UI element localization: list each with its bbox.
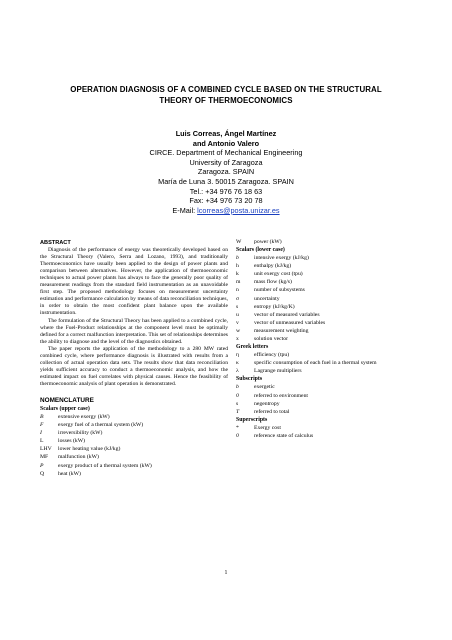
nomenclature-entry xyxy=(236,432,416,440)
nomenclature-entry xyxy=(236,303,416,311)
abstract-section xyxy=(40,240,228,388)
nomenclature-symbol: m xyxy=(236,279,241,286)
abstract-paragraph: Diagnosis of the performance of energy was theoretically developed based on the Structural Theory (Valero, Serra and Lozano, 1993), and traditionally Thermoeconomics have usually been applied to the design of power plants and comparison between alternatives. However, the application of thermoeconomic techniques to actual power plants has always to face the generally poor quality of measurement readings from the standard field instrumentation as an unavoidable first step. The proposed methodology focuses on measurement uncertainty estimation and performance calculation by means of data reconciliation techniques, in order to obtain the most confident plant balance upon the available instrumentation. xyxy=(40,247,228,317)
nomenclature-entry xyxy=(236,327,416,335)
nomenclature-entry xyxy=(236,238,416,246)
right-column xyxy=(236,238,416,440)
nomenclature-definition: exergetic xyxy=(254,384,275,391)
nomenclature-symbol: u xyxy=(236,311,239,318)
nomenclature-definition: intensive exergy (kJ/kg) xyxy=(254,255,309,262)
nomenclature-definition: malfunction (kW) xyxy=(58,454,99,461)
nomenclature-symbol: b xyxy=(236,255,239,262)
nomenclature-entry xyxy=(236,392,416,400)
nomenclature-definition: referred to environment xyxy=(254,392,309,399)
nomenclature-definition: vector of measured variables xyxy=(254,311,320,318)
nomenclature-symbol: σ xyxy=(236,295,240,302)
lower-case-list xyxy=(236,254,416,343)
nomenclature-entry xyxy=(40,429,228,437)
page-number: 1 xyxy=(224,570,228,576)
nomenclature-definition: irreversibility (kW) xyxy=(58,430,103,437)
nomenclature-entry xyxy=(236,367,416,375)
greek-list xyxy=(236,351,416,375)
nomenclature-symbol: κ xyxy=(236,360,239,367)
nomenclature-definition: negentropy xyxy=(254,400,280,407)
nomenclature-symbol: 0 xyxy=(236,432,239,439)
nomenclature-entry xyxy=(40,462,228,470)
nomenclature-entry xyxy=(40,437,228,445)
nomenclature-symbol: s xyxy=(236,303,239,310)
nomenclature-definition: unit exergy cost (tpu) xyxy=(254,271,303,278)
nomenclature-definition: specific consumption of each fuel in a thermal system xyxy=(254,360,377,367)
nomenclature-symbol: s xyxy=(236,400,239,407)
superscripts-heading: Superscripts xyxy=(236,416,268,423)
nomenclature-entry xyxy=(40,453,228,461)
nomenclature-symbol: MF xyxy=(40,454,49,461)
nomenclature-definition: heat (kW) xyxy=(58,470,81,477)
nomenclature-symbol: LHV xyxy=(40,446,52,453)
nomenclature-entry xyxy=(236,270,416,278)
nomenclature-entry xyxy=(40,445,228,453)
nomenclature-symbol: λ xyxy=(236,368,239,375)
nomenclature-definition: measurement weighting xyxy=(254,327,309,334)
nomenclature-definition: exergy product of a thermal system (kW) xyxy=(58,462,152,469)
nomenclature-definition: enthalpy (kJ/kg) xyxy=(254,263,292,270)
fax-line: Fax: +34 976 73 20 78 xyxy=(189,196,263,206)
nomenclature-entry xyxy=(40,470,228,478)
nomenclature-entry xyxy=(40,421,228,429)
nomenclature-entry xyxy=(40,413,228,421)
nomenclature-definition: reference state of calculus xyxy=(254,432,314,439)
nomenclature-symbol: W xyxy=(236,239,242,245)
nomenclature-symbol: L xyxy=(40,438,44,445)
nomenclature-heading: NOMENCLATURE xyxy=(40,396,94,404)
abstract-heading: ABSTRACT xyxy=(40,240,71,246)
nomenclature-definition: solution vector xyxy=(254,336,288,343)
nomenclature-symbol: 0 xyxy=(236,392,239,399)
nomenclature-symbol: I xyxy=(40,430,42,437)
nomenclature-symbol: h xyxy=(236,263,239,270)
nomenclature-entry xyxy=(236,319,416,327)
nomenclature-definition: mass flow (kg/s) xyxy=(254,279,292,286)
greek-heading: Greek letters xyxy=(236,344,269,351)
nomenclature-definition: losses (kW) xyxy=(58,438,86,445)
nomenclature-entry xyxy=(236,278,416,286)
nomenclature-symbol: T xyxy=(236,408,240,415)
affiliation-line: CIRCE. Department of Mechanical Engineering xyxy=(149,148,303,158)
paper-title: OPERATION DIAGNOSIS OF A COMBINED CYCLE BASED ON THE STRUCTURAL THEORY OF THERMOECONOMICS xyxy=(70,85,382,105)
nomenclature-entry xyxy=(236,262,416,270)
author-block xyxy=(130,129,322,215)
nomenclature-symbol: b xyxy=(236,384,239,391)
nomenclature-definition: power (kW) xyxy=(254,239,282,245)
nomenclature-definition: lower heating value (kJ/kg) xyxy=(58,446,121,453)
nomenclature-symbol: w xyxy=(236,327,241,334)
nomenclature-definition: number of subsystems xyxy=(254,287,305,294)
nomenclature-entry xyxy=(236,311,416,319)
nomenclature-definition: entropy (kJ/kg/K) xyxy=(254,303,295,310)
nomenclature-definition: uncertainty xyxy=(254,295,280,302)
nomenclature-definition: Exergy cost xyxy=(254,424,281,431)
affiliation-line: Zaragoza. SPAIN xyxy=(197,167,255,177)
phone-line: Tel.: +34 976 76 18 63 xyxy=(189,186,263,196)
nomenclature-symbol: x xyxy=(236,336,239,343)
email-line xyxy=(130,206,322,216)
subscripts-heading: Subscripts xyxy=(236,376,263,383)
nomenclature-symbol: Q xyxy=(40,470,45,477)
abstract-paragraph: The paper reports the application of the methodology to a 280 MW rated combined cycle, where performance diagnosis is illustrated with results from a collection of actual operation data sets. The results show that data reconciliation yields sufficient accuracy to conduct a thermoeconomic analysis, and how the estimated impact on fuel correlates with physical causes. Hence the feasibility of thermoeconomic analysis of plant operation is demonstrated. xyxy=(40,345,228,387)
nomenclature-symbol: η xyxy=(236,352,239,359)
nomenclature-symbol: * xyxy=(236,424,239,431)
nomenclature-definition: exergy fuel of a thermal system (kW) xyxy=(58,422,144,429)
nomenclature-entry xyxy=(236,351,416,359)
nomenclature-symbol: F xyxy=(40,422,44,429)
abstract-paragraph: The formulation of the Structural Theory has been applied to a combined cycle, where the Fuel-Product relationships at the component level must be optimally defined for a correct malfunction interpretation. This set of relationships determines the ability to diagnose and the level of the diagnostics obtained. xyxy=(40,317,228,345)
nomenclature-definition: vector of unmeasured variables xyxy=(254,319,326,326)
nomenclature-entry xyxy=(236,424,416,432)
nomenclature-definition: efficiency (tpu) xyxy=(254,352,290,359)
nomenclature-entry xyxy=(236,383,416,391)
nomenclature-entry xyxy=(236,286,416,294)
email-prefix: E-Mail: xyxy=(172,205,198,215)
left-column xyxy=(40,240,228,478)
nomenclature-symbol: B xyxy=(40,413,44,420)
upper-case-list-cont xyxy=(236,238,416,246)
nomenclature-definition: referred to total xyxy=(254,408,290,415)
nomenclature-entry xyxy=(236,335,416,343)
nomenclature-entry xyxy=(236,400,416,408)
nomenclature-entry xyxy=(236,254,416,262)
nomenclature-entry xyxy=(236,408,416,416)
nomenclature-definition: extensive exergy (kW) xyxy=(58,413,110,420)
nomenclature-symbol: n xyxy=(236,287,239,294)
nomenclature-definition: Lagrange multipliers xyxy=(254,368,302,375)
nomenclature-symbol: P xyxy=(40,462,44,469)
affiliation-line: María de Luna 3. 50015 Zaragoza. SPAIN xyxy=(158,176,294,186)
nomenclature-entry xyxy=(236,295,416,303)
nomenclature-symbol: v xyxy=(236,319,239,326)
upper-case-heading: Scalars (upper case) xyxy=(40,405,90,412)
lower-case-heading: Scalars (lower case) xyxy=(236,247,285,254)
upper-case-list xyxy=(40,413,228,478)
author-names-cont: and Antonio Valero xyxy=(192,138,260,148)
email-link[interactable]: lcorreas@posta.unizar.es xyxy=(197,205,280,215)
affiliation-line: University of Zaragoza xyxy=(189,157,263,167)
superscripts-list xyxy=(236,424,416,440)
author-names: Luis Correas, Ángel Martínez xyxy=(175,129,277,138)
nomenclature-entry xyxy=(236,359,416,367)
nomenclature-symbol: k xyxy=(236,271,239,278)
subscripts-list xyxy=(236,383,416,415)
